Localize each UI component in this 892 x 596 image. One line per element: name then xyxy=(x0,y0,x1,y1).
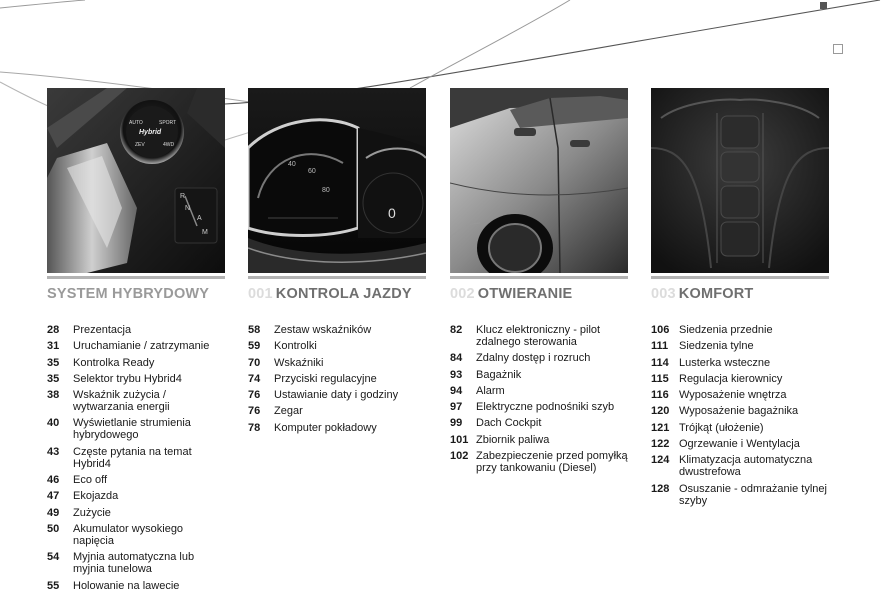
toc-entry-title: Holowanie na lawecie xyxy=(73,579,180,592)
toc-page-number: 93 xyxy=(450,368,463,381)
section-title: KOMFORT xyxy=(678,286,754,302)
toc-entry[interactable] xyxy=(651,340,836,352)
toc-entry[interactable] xyxy=(450,450,628,474)
toc-page-number: 124 xyxy=(651,454,670,467)
toc-entry[interactable] xyxy=(47,389,227,413)
toc-entry[interactable] xyxy=(651,373,836,385)
toc-entry-title: Wyświetlanie strumienia hybrydowego xyxy=(73,417,191,442)
toc-entry[interactable] xyxy=(450,401,628,413)
toc-page-number: 82 xyxy=(450,324,463,336)
toc-entry[interactable] xyxy=(450,324,628,348)
toc-page-number: 28 xyxy=(47,324,60,336)
toc-entry-title: Zabezpieczenie przed pomyłką przy tankowaniu (Diesel) xyxy=(476,450,628,475)
toc-entry-title: Zbiornik paliwa xyxy=(476,433,550,446)
toc-entry[interactable] xyxy=(651,422,836,434)
toc-page-number: 31 xyxy=(47,340,60,353)
toc-entry[interactable] xyxy=(651,438,836,450)
toc-page-number: 99 xyxy=(450,417,463,430)
section-title: KONTROLA JAZDY xyxy=(275,286,412,302)
instrument-cluster-photo xyxy=(248,88,426,273)
toc-page-number: 58 xyxy=(248,324,261,336)
toc-entry-title: Prezentacja xyxy=(73,324,132,336)
toc-page-number: 102 xyxy=(450,450,469,463)
toc-page-number: 84 xyxy=(450,352,463,365)
toc-page-number: 35 xyxy=(47,372,60,385)
toc-page-number: 43 xyxy=(47,445,60,458)
gauge-label-40: 40 xyxy=(288,161,296,168)
toc-entry[interactable] xyxy=(47,474,227,486)
knob-label-4wd: 4WD xyxy=(163,142,175,148)
chapter-number: 003 xyxy=(651,286,676,302)
toc-entry[interactable] xyxy=(248,389,428,401)
toc-entry[interactable] xyxy=(651,357,836,369)
toc-page-number: 76 xyxy=(248,405,261,418)
toc-entry-title: Osuszanie - odmrażanie tylnej szyby xyxy=(679,482,827,507)
toc-entry-title: Elektryczne podnośniki szyb xyxy=(476,401,615,414)
toc-entry[interactable] xyxy=(248,422,428,434)
toc-entry[interactable] xyxy=(450,352,628,364)
toc-page-number: 50 xyxy=(47,522,60,535)
toc-entry[interactable] xyxy=(248,340,428,352)
toc-page-number: 47 xyxy=(47,490,60,503)
knob-label-sport: SPORT xyxy=(159,120,177,126)
toc-page-number: 54 xyxy=(47,551,60,564)
toc-entry[interactable] xyxy=(47,523,227,547)
toc-entry[interactable] xyxy=(47,507,227,519)
toc-entry[interactable] xyxy=(651,324,836,336)
toc-page-number: 46 xyxy=(47,474,60,487)
toc-entry[interactable] xyxy=(47,446,227,470)
section-heading xyxy=(450,286,572,302)
toc-entry[interactable] xyxy=(450,434,628,446)
toc-entry-title: Przyciski regulacyjne xyxy=(274,372,377,385)
toc-entry-title: Alarm xyxy=(476,384,505,397)
toc-page-number: 70 xyxy=(248,356,261,369)
toc-page-number: 78 xyxy=(248,421,261,434)
toc-entry-title: Zdalny dostęp i rozruch xyxy=(476,352,591,365)
toc-entry-title: Częste pytania na temat Hybrid4 xyxy=(73,445,192,470)
knob-brand-label: Hybrid xyxy=(139,129,162,136)
toc-entry[interactable] xyxy=(651,405,836,417)
toc-entry-title: Wskaźnik zużycia / wytwarzania energii xyxy=(73,389,170,414)
toc-list xyxy=(450,324,628,478)
toc-entry-title: Lusterka wsteczne xyxy=(679,356,771,369)
car-doors-photo xyxy=(450,88,628,273)
toc-entry-title: Wskaźniki xyxy=(274,356,324,369)
toc-entry[interactable] xyxy=(450,369,628,381)
toc-entry-title: Ogrzewanie i Wentylacja xyxy=(679,438,800,451)
section-divider xyxy=(47,276,225,279)
toc-page-number: 97 xyxy=(450,401,463,414)
corner-square-outline xyxy=(833,44,843,54)
knob-label-auto: AUTO xyxy=(129,120,143,126)
toc-entry-title: Bagażnik xyxy=(476,368,522,381)
toc-list xyxy=(651,324,836,511)
section-heading xyxy=(651,286,754,302)
toc-page-number: 128 xyxy=(651,482,670,495)
toc-page-number: 49 xyxy=(47,506,60,519)
toc-entry[interactable] xyxy=(47,357,227,369)
toc-entry[interactable] xyxy=(47,324,227,336)
toc-entry-title: Zużycie xyxy=(73,506,111,519)
toc-entry-title: Kontrolka Ready xyxy=(73,356,155,369)
toc-page-number: 94 xyxy=(450,384,463,397)
toc-entry[interactable] xyxy=(47,490,227,502)
toc-page-number: 35 xyxy=(47,356,60,369)
chapter-number: 001 xyxy=(248,286,273,302)
gate-label-a: A xyxy=(197,215,202,222)
corner-square-filled xyxy=(820,2,827,9)
toc-page-number: 40 xyxy=(47,417,60,430)
toc-entry-title: Akumulator wysokiego napięcia xyxy=(73,522,184,547)
toc-entry[interactable] xyxy=(47,373,227,385)
section-divider xyxy=(450,276,628,279)
toc-entry[interactable] xyxy=(47,417,227,441)
gauge-label-60: 60 xyxy=(308,168,316,175)
knob-label-zev: ZEV xyxy=(135,142,145,148)
gate-label-n: N xyxy=(185,205,191,212)
section-divider xyxy=(651,276,829,279)
toc-entry[interactable] xyxy=(248,324,428,336)
chapter-number: 002 xyxy=(450,286,475,302)
gear-indicator: 0 xyxy=(388,205,396,221)
toc-entry-title: Trójkąt (ułożenie) xyxy=(679,421,764,434)
section-title: OTWIERANIE xyxy=(477,286,573,302)
toc-page-number: 59 xyxy=(248,340,261,353)
toc-page-number: 38 xyxy=(47,389,60,402)
section-heading xyxy=(248,286,412,302)
toc-entry-title: Klucz elektroniczny - pilot zdalnego sterowania xyxy=(476,324,601,348)
gate-label-r: R xyxy=(180,193,186,200)
toc-list xyxy=(248,324,428,438)
toc-entry[interactable] xyxy=(651,483,836,507)
toc-page-number: 116 xyxy=(651,389,669,402)
toc-page-number: 111 xyxy=(651,340,669,353)
toc-entry-title: Selektor trybu Hybrid4 xyxy=(73,372,182,385)
toc-entry[interactable] xyxy=(248,373,428,385)
toc-entry[interactable] xyxy=(47,551,227,575)
toc-entry[interactable] xyxy=(248,405,428,417)
toc-entry-title: Wyposażenie wnętrza xyxy=(679,389,787,402)
toc-entry-title: Wyposażenie bagażnika xyxy=(679,405,799,418)
toc-entry-title: Ustawianie daty i godziny xyxy=(274,389,399,402)
section-divider xyxy=(248,276,426,279)
toc-entry-title: Zestaw wskaźników xyxy=(274,324,372,336)
toc-page-number: 55 xyxy=(47,579,60,592)
toc-entry-title: Klimatyzacja automatyczna dwustrefowa xyxy=(679,454,813,479)
toc-entry[interactable] xyxy=(651,389,836,401)
toc-entry-title: Uruchamianie / zatrzymanie xyxy=(73,340,210,353)
toc-entry[interactable] xyxy=(450,385,628,397)
toc-entry[interactable] xyxy=(47,580,227,592)
toc-entry-title: Dach Cockpit xyxy=(476,417,542,430)
toc-entry-title: Zegar xyxy=(274,405,303,418)
section-heading xyxy=(47,286,209,302)
toc-entry[interactable] xyxy=(450,417,628,429)
toc-page-number: 121 xyxy=(651,421,670,434)
toc-page-number: 74 xyxy=(248,372,261,385)
toc-entry[interactable] xyxy=(248,357,428,369)
toc-entry-title: Eco off xyxy=(73,474,108,487)
toc-entry-title: Komputer pokładowy xyxy=(274,421,377,434)
toc-entry-title: Siedzenia tylne xyxy=(679,340,754,353)
section-title: SYSTEM HYBRYDOWY xyxy=(47,286,210,302)
hybrid-selector-photo xyxy=(47,88,225,273)
toc-page-number: 76 xyxy=(248,389,261,402)
toc-entry-title: Ekojazda xyxy=(73,490,119,503)
toc-page-number: 115 xyxy=(651,372,669,385)
gauge-label-80: 80 xyxy=(322,187,330,194)
leather-seat-photo xyxy=(651,88,829,273)
toc-page-number: 101 xyxy=(450,433,469,446)
toc-entry-title: Myjnia automatyczna lub myjnia tunelowa xyxy=(73,551,195,576)
toc-entry-title: Siedzenia przednie xyxy=(679,324,773,336)
toc-page-number: 114 xyxy=(651,356,669,369)
toc-page-number: 122 xyxy=(651,438,670,451)
toc-page-number: 120 xyxy=(651,405,670,418)
toc-list xyxy=(47,324,227,596)
gate-label-m: M xyxy=(202,229,208,236)
toc-entry[interactable] xyxy=(47,340,227,352)
toc-entry-title: Regulacja kierownicy xyxy=(679,372,783,385)
toc-entry[interactable] xyxy=(651,454,836,478)
toc-entry-title: Kontrolki xyxy=(274,340,317,353)
toc-page-number: 106 xyxy=(651,324,670,336)
